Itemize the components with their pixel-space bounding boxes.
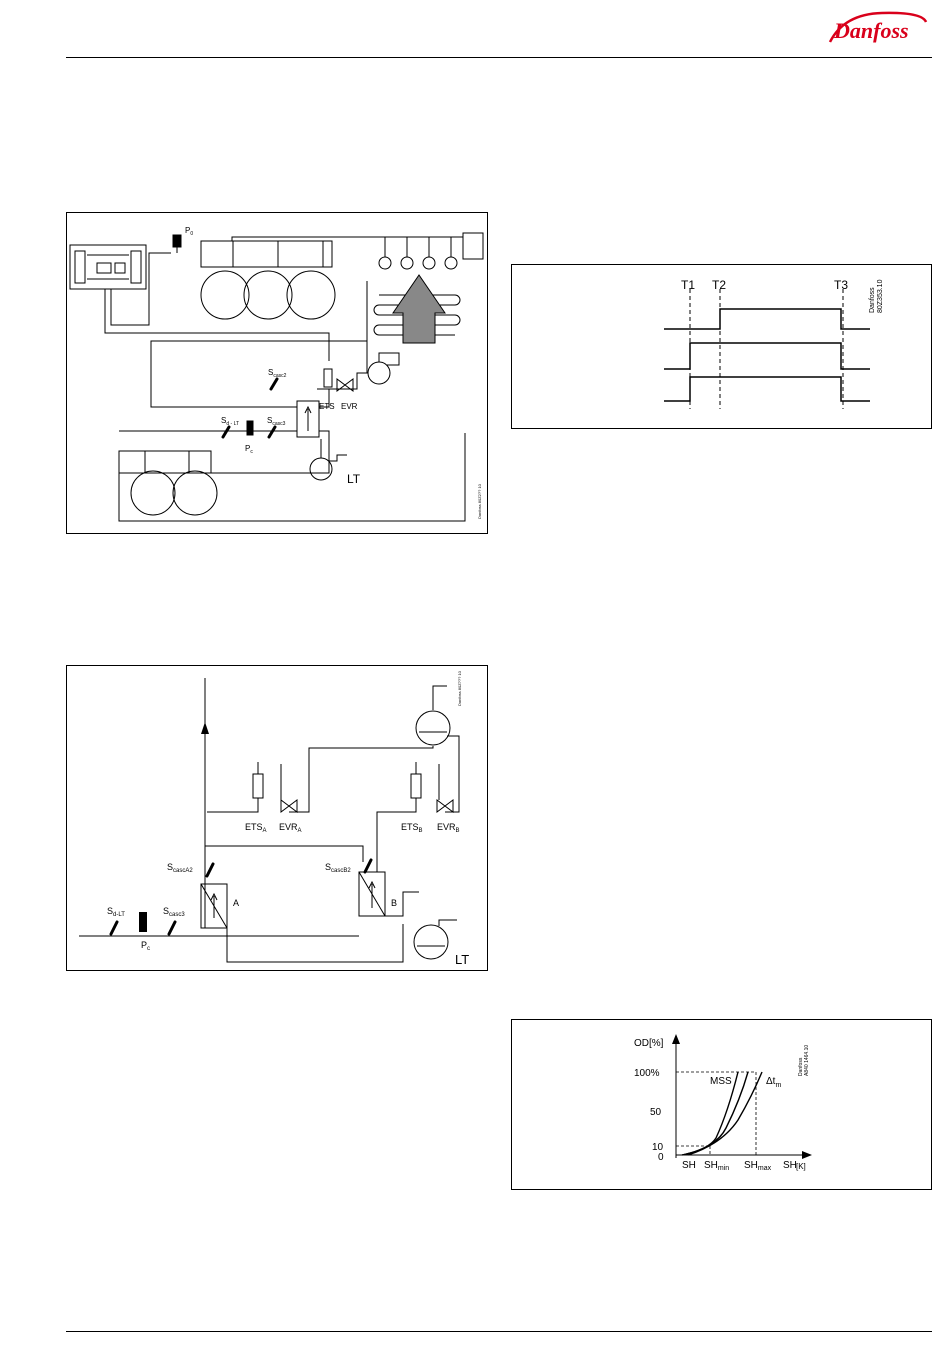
svg-text:ScascB2: $S_{cascB2}$ bbox=[325, 862, 351, 874]
evr-a-valve bbox=[281, 800, 297, 812]
ht-compressor-3 bbox=[287, 271, 335, 319]
label-scascb2: S bbox=[325, 862, 332, 872]
figure-code-line1: Danfoss bbox=[798, 1057, 804, 1076]
svg-text:ETSB: $ETS_B$ bbox=[401, 822, 423, 834]
label-scasc2: S bbox=[268, 368, 274, 377]
signal-line-3 bbox=[664, 377, 870, 401]
ht-compressor-1 bbox=[201, 271, 249, 319]
label-mss: MSS bbox=[710, 1076, 732, 1087]
figure-code-line2: A840 1464.10 bbox=[804, 1044, 810, 1076]
label-b: B bbox=[391, 898, 398, 908]
controller-unit bbox=[70, 245, 146, 289]
sensor-scasc2 bbox=[271, 379, 277, 389]
sensor-scasca2 bbox=[207, 864, 213, 876]
label-lt: LT bbox=[347, 472, 361, 486]
fan-icon bbox=[423, 257, 435, 269]
ht-compressor-2 bbox=[244, 271, 292, 319]
label-scasca2: S bbox=[167, 862, 174, 872]
label-evr-a: EVR bbox=[279, 822, 298, 832]
tick-50: 50 bbox=[650, 1107, 662, 1118]
figure-code-line1: Danfoss bbox=[869, 287, 876, 313]
lt-compressor-2 bbox=[173, 471, 217, 515]
pressure-transmitter-pc bbox=[247, 421, 253, 435]
svg-text:ETSA: $ETS_A$ bbox=[245, 822, 267, 834]
ht-receiver bbox=[368, 362, 390, 384]
pressure-transmitter-pc bbox=[139, 912, 147, 932]
svg-text:P0: $P_0$ bbox=[185, 226, 194, 237]
sensor-scasc3 bbox=[169, 922, 175, 934]
figure-code-line2: 80Z353.10 bbox=[877, 279, 884, 313]
svg-text:Sd-LT: $S_{d-LT}$ bbox=[107, 906, 125, 918]
svg-text:SHmin: $SH_{min}$ bbox=[704, 1160, 730, 1172]
dual-cascade-diagram bbox=[66, 665, 488, 971]
x-axis-label: SH bbox=[783, 1160, 797, 1171]
y-axis-arrow bbox=[672, 1034, 680, 1044]
sensor-scasc3 bbox=[269, 427, 275, 437]
svg-text:Scasc2: $S_{casc2}$ bbox=[268, 368, 287, 379]
dual-cascade-drawing bbox=[67, 666, 487, 970]
label-ets-a: ETS bbox=[245, 822, 263, 832]
svg-text:EVRA: $EVR_A$ bbox=[279, 822, 302, 834]
label-ets: ETS bbox=[319, 402, 335, 411]
svg-text:Scasc3: $S_{casc3}$ bbox=[163, 906, 185, 918]
label-ets-b: ETS bbox=[401, 822, 419, 832]
airflow-arrow bbox=[393, 275, 445, 343]
sensor-sd-lt bbox=[223, 427, 229, 437]
signal-line-2 bbox=[664, 343, 870, 369]
danfoss-logo bbox=[826, 8, 930, 48]
label-a: A bbox=[233, 898, 240, 908]
svg-text:Pc: $P_c$ bbox=[245, 444, 253, 455]
svg-text:ScascA2: $S_{cascA2}$ bbox=[167, 862, 193, 874]
label-po: P bbox=[185, 226, 191, 235]
cascade-system-diagram bbox=[66, 212, 488, 534]
label-scasc3: S bbox=[267, 416, 273, 425]
label-lt: LT bbox=[455, 952, 470, 967]
tick-100: 100% bbox=[634, 1068, 660, 1079]
signal-line-1 bbox=[664, 309, 870, 329]
label-t3: T3 bbox=[834, 278, 849, 292]
label-pc: P bbox=[245, 444, 251, 453]
label-sh: SH bbox=[682, 1160, 696, 1171]
svg-text:Scasc3: $S_{casc3}$ bbox=[267, 416, 286, 427]
header-rule bbox=[66, 57, 932, 58]
svg-text:Sd - LT: $S_{d - LT}$ bbox=[221, 416, 240, 427]
fan-icon bbox=[445, 257, 457, 269]
lt-receiver bbox=[414, 925, 448, 959]
timing-drawing bbox=[512, 265, 931, 428]
label-delta-tm: Δt bbox=[766, 1076, 776, 1087]
ets-b-valve bbox=[411, 774, 421, 798]
fan-icon bbox=[379, 257, 391, 269]
label-t2: T2 bbox=[712, 278, 727, 292]
ets-a-valve bbox=[253, 774, 263, 798]
x-axis-unit: [K] bbox=[796, 1162, 806, 1171]
y-axis-label: OD[%] bbox=[634, 1038, 664, 1049]
od-sh-drawing bbox=[512, 1020, 931, 1189]
hp-receiver bbox=[416, 711, 450, 745]
brand-wordmark: Danfoss bbox=[834, 18, 909, 43]
label-sd-lt: S bbox=[107, 906, 114, 916]
svg-text:Δtm: $\Delta t_m$ bbox=[766, 1076, 782, 1089]
label-evr-b: EVR bbox=[437, 822, 456, 832]
tick-10: 10 bbox=[652, 1142, 664, 1153]
label-t1: T1 bbox=[681, 278, 696, 292]
label-shmax: SH bbox=[744, 1160, 758, 1171]
sensor-sd-lt bbox=[111, 922, 117, 934]
x-axis-arrow bbox=[802, 1151, 812, 1159]
label-shmin: SH bbox=[704, 1160, 718, 1171]
tick-0: 0 bbox=[658, 1152, 664, 1163]
svg-text:SHmax: $SH_{max}$ bbox=[744, 1160, 772, 1172]
label-scasc3: S bbox=[163, 906, 170, 916]
opening-degree-graph bbox=[511, 1019, 932, 1190]
fan-icon bbox=[401, 257, 413, 269]
flow-arrow bbox=[201, 722, 209, 734]
sensor-scascb2 bbox=[365, 860, 371, 872]
lt-compressor-1 bbox=[131, 471, 175, 515]
cascade-system-drawing bbox=[67, 213, 487, 533]
figure-code: Danfoss 80Z2?? 10 bbox=[477, 484, 482, 519]
svg-text:Pc: $P_c$ bbox=[141, 940, 151, 952]
evr-b-valve bbox=[437, 800, 453, 812]
ets-valve bbox=[324, 369, 332, 387]
figure-code: Danfoss 80Z??? 10 bbox=[457, 671, 462, 706]
condenser-controller bbox=[463, 233, 483, 259]
footer-rule bbox=[66, 1331, 932, 1332]
pressure-transmitter-po bbox=[173, 235, 181, 247]
svg-text:EVRB: $EVR_B$ bbox=[437, 822, 460, 834]
label-sd-lt: S bbox=[221, 416, 227, 425]
label-pc: P bbox=[141, 940, 148, 950]
timing-diagram bbox=[511, 264, 932, 429]
label-evr: EVR bbox=[341, 402, 358, 411]
